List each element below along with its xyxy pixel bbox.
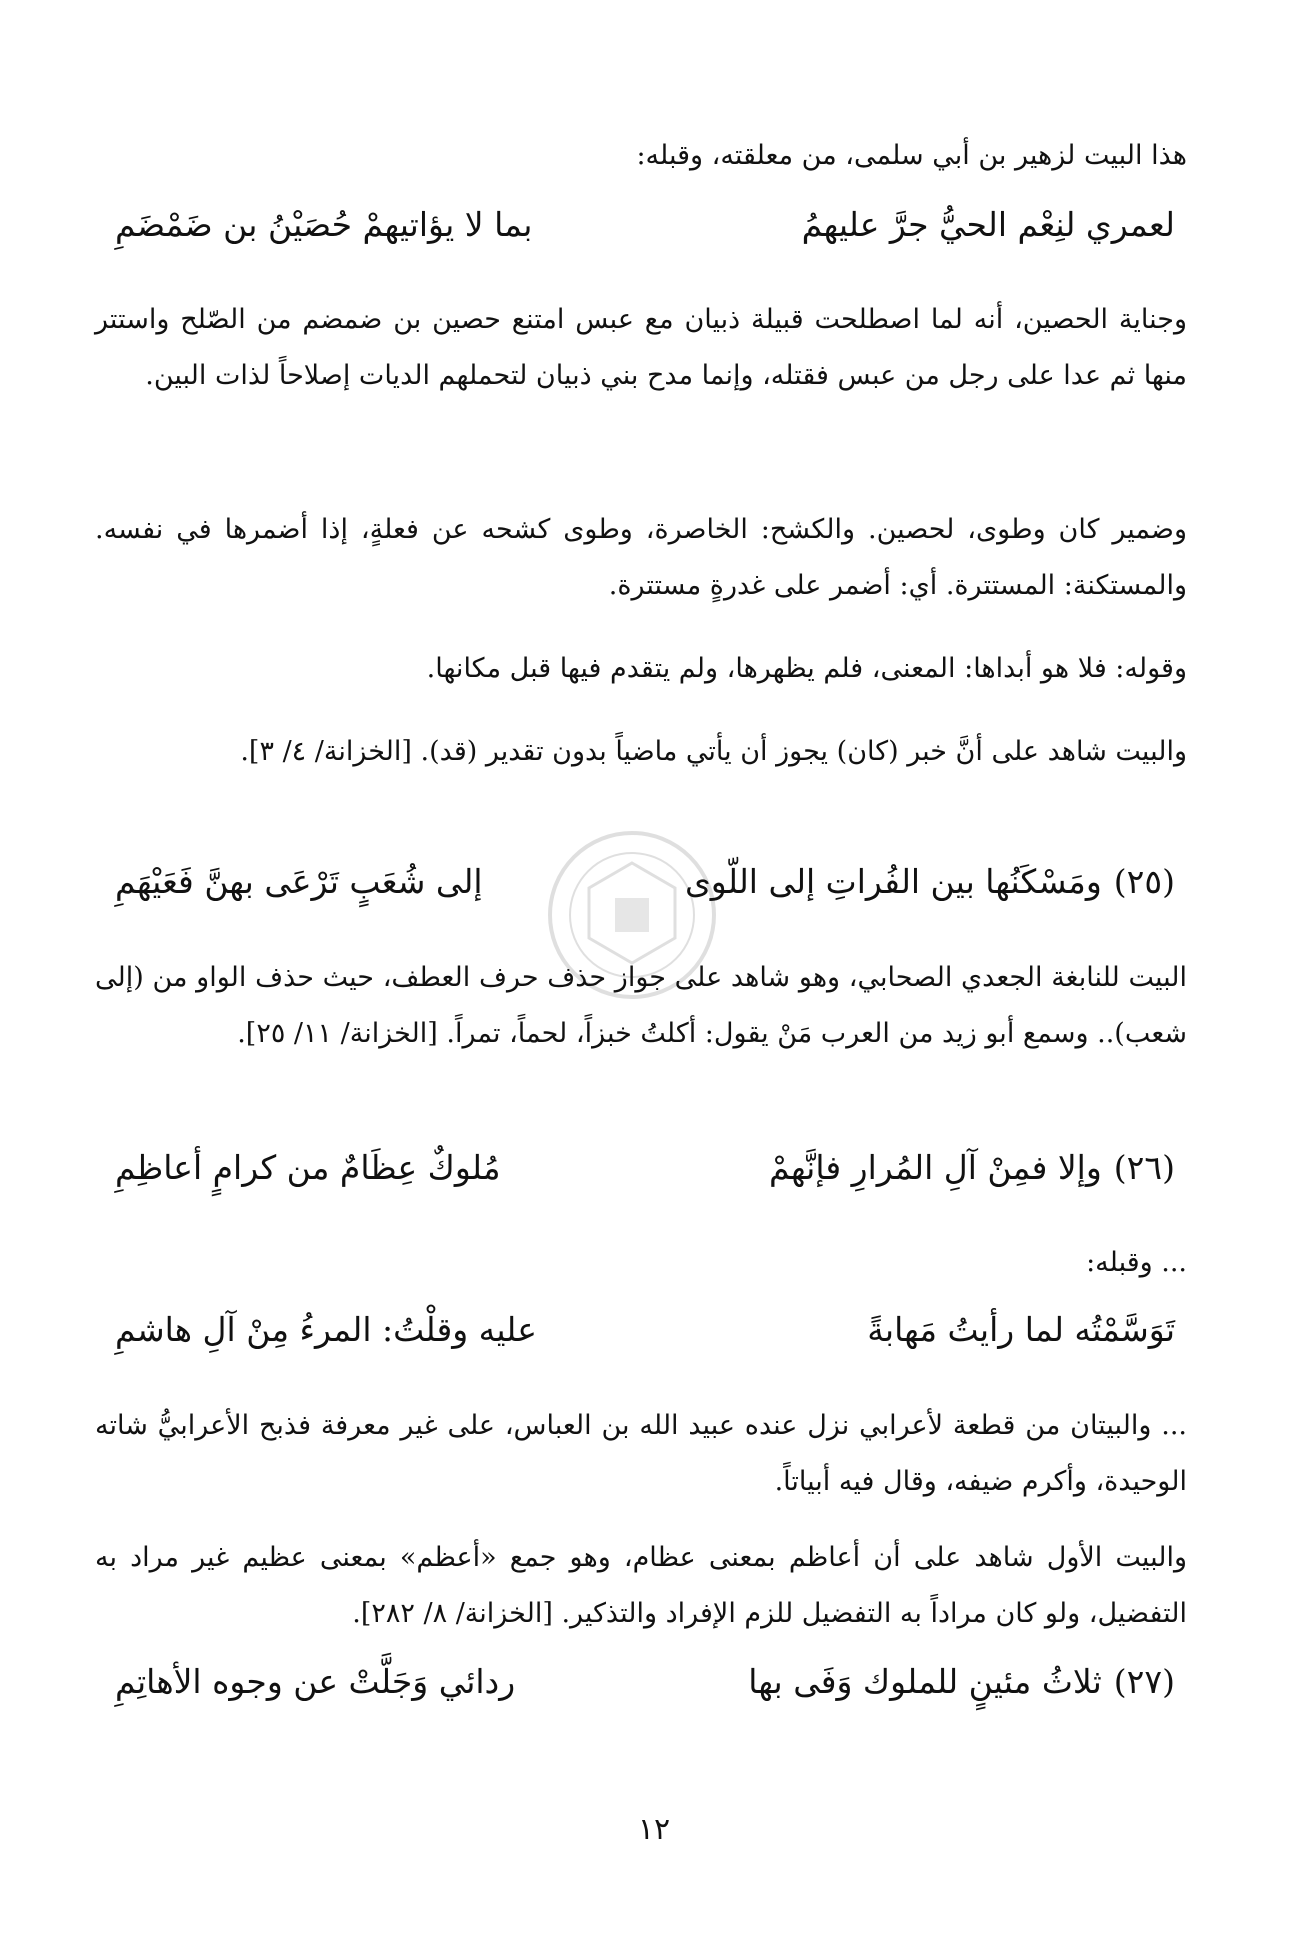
- verse-hemistich-first: ومَسْكَنُها بين الفُراتِ إلى اللّوى: [684, 862, 1102, 901]
- paragraph-baytan: ... والبيتان من قطعة لأعرابي نزل عنده عبيد الله بن العباس، على غير معرفة فذبح الأعرابيُّ شاته الوحيدة، وأكرم ضيفه، وقال فيه أبياتاً.: [95, 1410, 1187, 1497]
- paragraph-damir: وضمير كان وطوى، لحصين. والكشح: الخاصرة، وطوى كشحه عن فعلةٍ، إذا أضمرها في نفسه. والمستكنة: المستترة. أي: أضمر على غدرةٍ مستترة.: [95, 514, 1187, 601]
- paragraph-jinaya: وجناية الحصين، أنه لما اصطلحت قبيلة ذبيان مع عبس امتنع حصين بن ضمضم من الصّلح واستتر منها ثم عدا على رجل من عبس فقتله، وإنما مدح بني ذبيان لتحملهم الديات إصلاحاً لذات البين.: [95, 304, 1187, 391]
- verse-hemistich-first: تَوَسَّمْتُه لما رأيتُ مَهابةً: [867, 1310, 1175, 1349]
- verse-hemistich-first: وإلا فمِنْ آلِ المُرارِ فإنَّهمْ: [768, 1148, 1102, 1187]
- verse-line-1: [115, 205, 1175, 275]
- intro-text: هذا البيت لزهير بن أبي سلمى، من معلقته، وقبله:: [636, 140, 1187, 171]
- verse-27: [115, 1662, 1175, 1732]
- verse-25: [115, 862, 1175, 932]
- paragraph-aazim: والبيت الأول شاهد على أن أعاظم بمعنى عظام، وهو جمع «أعظم» بمعنى عظيم غير مراد به التفضيل، ولو كان مراداً به التفضيل للزم الإفراد والتذكير. [الخزانة/ ٨/ ٢٨٢].: [95, 1542, 1187, 1629]
- verse-number: (٢٥): [1113, 862, 1175, 901]
- verse-number: (٢٧): [1113, 1662, 1175, 1701]
- verse-hemistich-second: ردائي وَجَلَّتْ عن وجوه الأهاتِمِ: [115, 1662, 516, 1701]
- verse-number: (٢٦): [1113, 1148, 1175, 1187]
- verse-26: [115, 1148, 1175, 1218]
- verse-hemistich-second: إلى شُعَبٍ تَرْعَى بهنَّ فَعَيْهَمِ: [115, 862, 483, 901]
- verse-hemistich-first: ثلاثُ مئينٍ للملوك وَفَى بها: [748, 1662, 1102, 1701]
- paragraph-qablahu: ... وقبله:: [1086, 1247, 1187, 1278]
- paragraph-nabigha: البيت للنابغة الجعدي الصحابي، وهو شاهد على جواز حذف حرف العطف، حيث حذف الواو من (إلى شعب).. وسمع أبو زيد من العرب مَنْ يقول: أكلتُ خبزاً، لحماً، تمراً. [الخزانة/ ١١/ ٢٥].: [95, 962, 1187, 1049]
- verse-hemistich-first: لعمري لنِعْم الحيُّ جرَّ عليهمُ: [801, 205, 1175, 244]
- paragraph-shahid: والبيت شاهد على أنَّ خبر (كان) يجوز أن يأتي ماضياً بدون تقدير (قد). [الخزانة/ ٤/ ٣].: [240, 736, 1187, 767]
- verse-hemistich-second: عليه وقلْتُ: المرءُ مِنْ آلِ هاشمِ: [115, 1310, 537, 1349]
- paragraph-qawluhu: وقوله: فلا هو أبداها: المعنى، فلم يظهرها، ولم يتقدم فيها قبل مكانها.: [426, 653, 1187, 684]
- verse-hemistich-second: مُلوكٌ عِظَامٌ من كرامٍ أعاظِمِ: [115, 1148, 501, 1187]
- verse-tawassamtuhu: [115, 1310, 1175, 1380]
- verse-hemistich-second: بما لا يؤاتيهمْ حُصَيْنُ بن ضَمْضَمِ: [115, 205, 533, 244]
- page-number: ١٢: [637, 1812, 671, 1847]
